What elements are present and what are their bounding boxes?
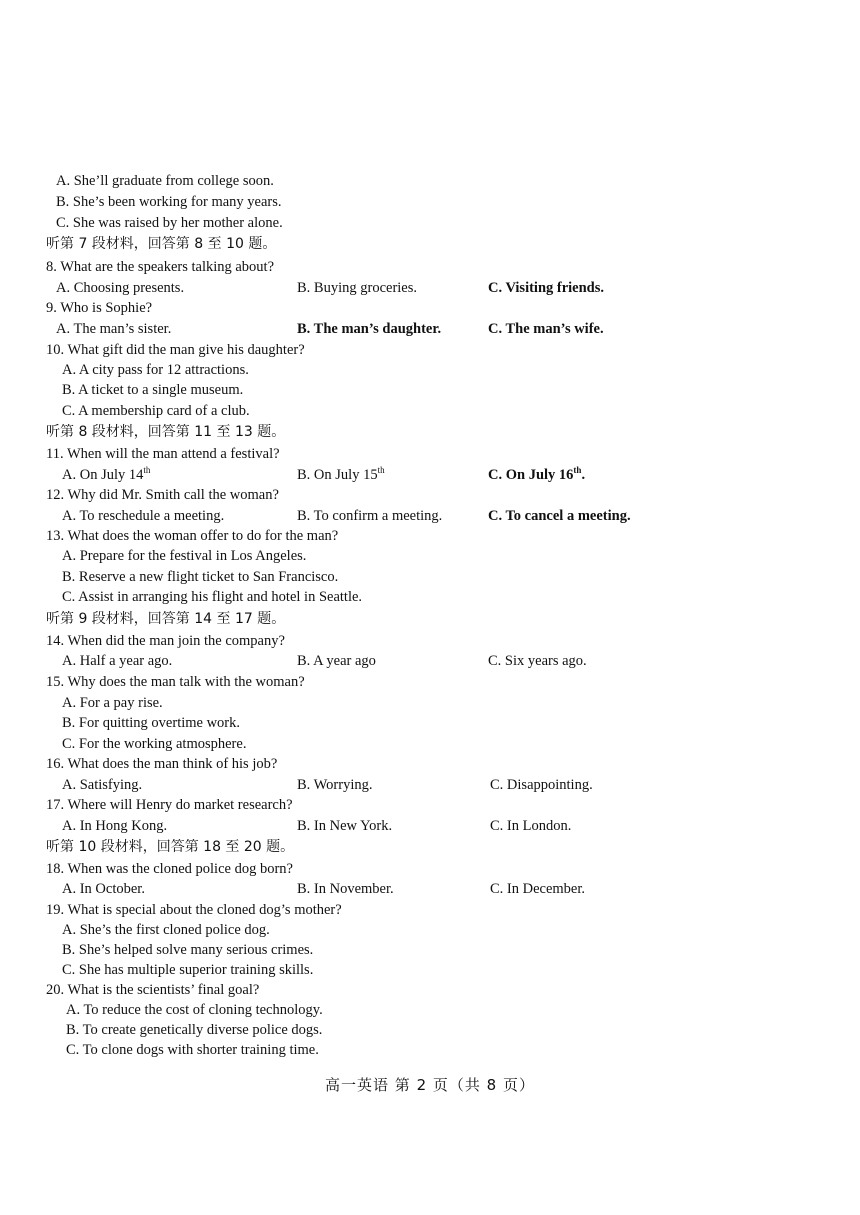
q8-option-c: C. Visiting friends. [488,280,605,296]
q19-option-b: B. She’s helped solve many serious crimes. [62,942,314,958]
q10-option-b: B. A ticket to a single museum. [62,382,244,398]
option-c: C. She was raised by her mother alone. [56,215,283,231]
question-13: 13. What does the woman offer to do for the man? [46,528,339,544]
question-15: 15. Why does the man talk with the woman? [46,674,305,690]
q17-option-b: B. In New York. [297,818,393,834]
q12-option-a: A. To reschedule a meeting. [62,508,225,524]
q20-option-b: B. To create genetically diverse police dogs. [66,1022,323,1038]
question-8: 8. What are the speakers talking about? [46,259,275,275]
question-20: 20. What is the scientists’ final goal? [46,982,260,998]
q13-option-c: C. Assist in arranging his flight and hotel in Seattle. [62,589,363,605]
q15-option-b: B. For quitting overtime work. [62,715,241,731]
section-heading: 听第 7 段材料，回答第 8 至 10 题。 [46,236,277,252]
ordinal-suffix: th [143,465,151,476]
q12-option-b: B. To confirm a meeting. [297,508,443,524]
question-11: 11. When will the man attend a festival? [46,446,280,462]
q18-option-a: A. In October. [62,881,145,897]
question-12: 12. Why did Mr. Smith call the woman? [46,487,279,503]
q13-option-b: B. Reserve a new flight ticket to San Francisco. [62,569,339,585]
option-b: B. She’s been working for many years. [56,194,282,210]
q13-option-a: A. Prepare for the festival in Los Angeles. [62,548,307,564]
page-footer: 高一英语 第 2 页（共 8 页） [325,1076,535,1094]
q11-option-a [62,465,150,485]
option-a: A. She’ll graduate from college soon. [56,173,274,189]
ordinal-suffix: th [573,465,582,476]
q11-option-a-text: A. On July 14 [62,467,144,483]
q11-option-c: C. On July 16th. [488,465,586,483]
q12-option-c: C. To cancel a meeting. [488,508,631,524]
q18-option-c: C. In December. [490,881,586,897]
q8-option-a: A. Choosing presents. [56,280,185,296]
q15-option-a: A. For a pay rise. [62,695,163,711]
q20-option-c: C. To clone dogs with shorter training time. [66,1042,319,1058]
q17-option-a: A. In Hong Kong. [62,818,168,834]
question-18: 18. When was the cloned police dog born? [46,861,293,877]
q19-option-c: C. She has multiple superior training skills. [62,962,314,978]
q11-option-b-text: B. On July 15 [297,467,378,483]
q16-option-a: A. Satisfying. [62,777,143,793]
q10-option-c: C. A membership card of a club. [62,403,250,419]
q18-option-b: B. In November. [297,881,394,897]
q17-option-c: C. In London. [490,818,572,834]
question-9: 9. Who is Sophie? [46,300,153,316]
q14-option-a: A. Half a year ago. [62,653,173,669]
q10-option-a: A. A city pass for 12 attractions. [62,362,249,378]
q15-option-c: C. For the working atmosphere. [62,736,247,752]
section-heading: 听第 10 段材料，回答第 18 至 20 题。 [46,839,295,855]
q20-option-a: A. To reduce the cost of cloning technology. [66,1002,323,1018]
q19-option-a: A. She’s the first cloned police dog. [62,922,270,938]
q11-option-b [297,465,385,485]
q9-option-c: C. The man’s wife. [488,321,604,337]
q11-option-c-text: C. On July 16 [488,467,574,483]
section-heading: 听第 9 段材料，回答第 14 至 17 题。 [46,611,286,627]
q8-option-b: B. Buying groceries. [297,280,418,296]
section-heading: 听第 8 段材料，回答第 11 至 13 题。 [46,424,286,440]
question-16: 16. What does the man think of his job? [46,756,278,772]
q9-option-a: A. The man’s sister. [56,321,172,337]
question-14: 14. When did the man join the company? [46,633,285,649]
question-19: 19. What is special about the cloned dog’s mother? [46,902,342,918]
question-10: 10. What gift did the man give his daughter? [46,342,305,358]
q14-option-b: B. A year ago [297,653,376,669]
q16-option-b: B. Worrying. [297,777,373,793]
question-17: 17. Where will Henry do market research? [46,797,293,813]
q9-option-b: B. The man’s daughter. [297,321,442,337]
q14-option-c: C. Six years ago. [488,653,587,669]
q16-option-c: C. Disappointing. [490,777,593,793]
ordinal-suffix: th [377,465,385,476]
